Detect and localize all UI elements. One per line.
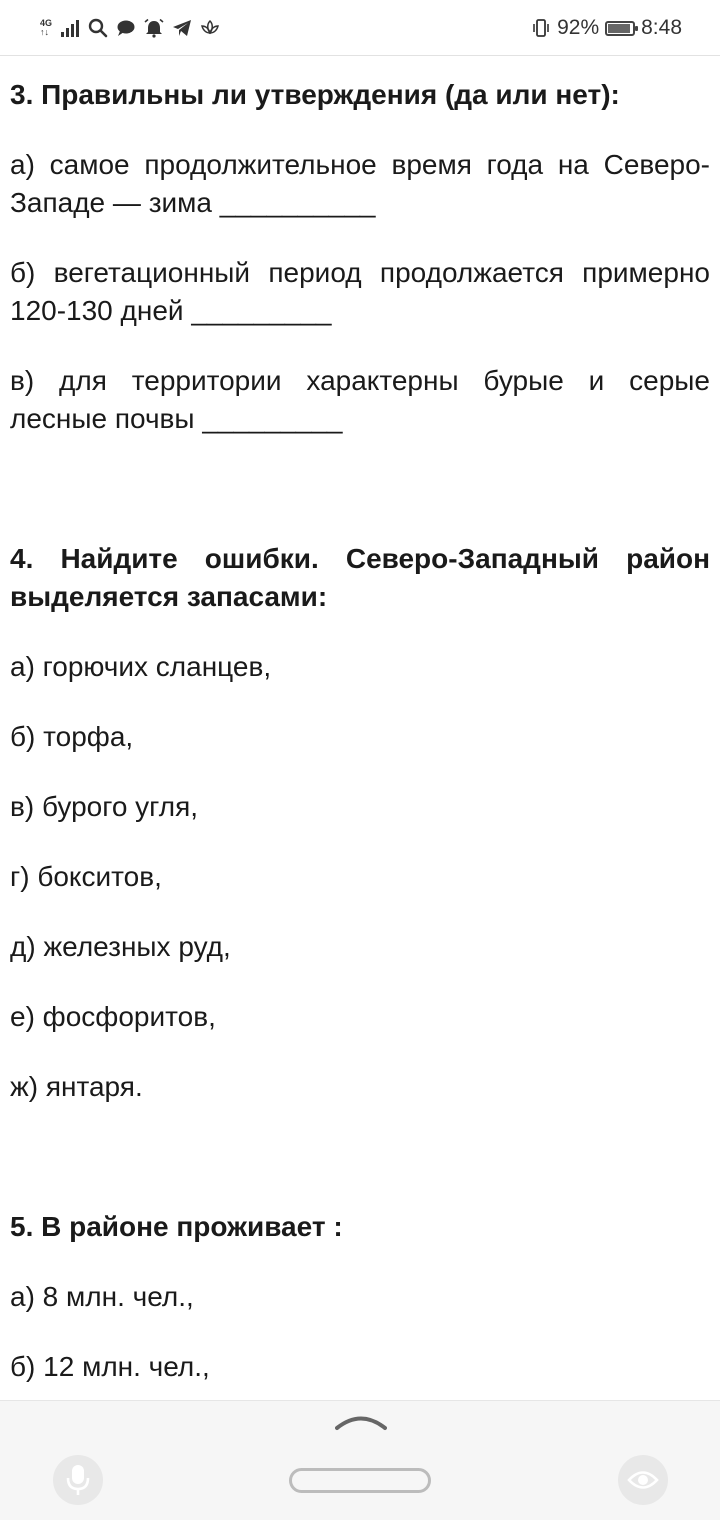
home-pill-button[interactable] <box>289 1468 431 1493</box>
chevron-up-icon[interactable] <box>335 1411 387 1431</box>
battery-icon <box>605 21 635 36</box>
search-icon <box>88 18 108 38</box>
eye-icon <box>627 1469 659 1491</box>
battery-percent: 92% <box>557 16 600 39</box>
eye-button[interactable] <box>618 1455 668 1505</box>
question-3-item-b: б) вегетационный период продолжается примерно 120-130 дней _________ <box>10 257 710 326</box>
alarm-icon <box>144 18 164 38</box>
question-4-item-c: в) бурого угля, <box>10 791 199 822</box>
document-content <box>10 76 710 1386</box>
status-left <box>40 14 220 42</box>
signal-icon <box>60 18 80 38</box>
question-3-title: 3. Правильны ли утверждения (да или нет): <box>10 79 620 110</box>
question-4-item-g: ж) янтаря. <box>10 1071 143 1102</box>
battery-fill <box>608 24 630 33</box>
lotus-icon <box>200 18 220 38</box>
question-3-item-a: а) самое продолжительное время года на Северо-Западе — зима __________ <box>10 149 710 218</box>
question-4-item-d: г) бокситов, <box>10 861 162 892</box>
question-3-item-c: в) для территории характерны бурые и серые лесные почвы _________ <box>10 365 710 434</box>
question-4-item-f: е) фосфоритов, <box>10 1001 216 1032</box>
question-4-item-b: б) торфа, <box>10 721 134 752</box>
question-5-item-a: а) 8 млн. чел., <box>10 1281 194 1312</box>
status-right <box>531 14 682 42</box>
telegram-icon <box>172 18 192 38</box>
question-4-item-e: д) железных руд, <box>10 931 231 962</box>
microphone-button[interactable] <box>53 1455 103 1505</box>
network-type-label: 4G <box>40 18 53 28</box>
chat-bubble-icon <box>116 18 136 38</box>
bottom-nav-bar <box>0 1400 720 1520</box>
question-4-item-a: а) горючих сланцев, <box>10 651 272 682</box>
question-5-title: 5. В районе проживает : <box>10 1211 343 1242</box>
network-type <box>40 19 52 37</box>
status-bar <box>0 0 720 56</box>
vibrate-icon <box>531 18 551 38</box>
network-arrows: ↑↓ <box>40 27 49 37</box>
question-5-item-b: б) 12 млн. чел., <box>10 1351 210 1382</box>
microphone-icon <box>65 1464 91 1496</box>
clock: 8:48 <box>641 16 682 39</box>
question-4-title: 4. Найдите ошибки. Северо-Западный район выделяется запасами: <box>10 543 710 612</box>
